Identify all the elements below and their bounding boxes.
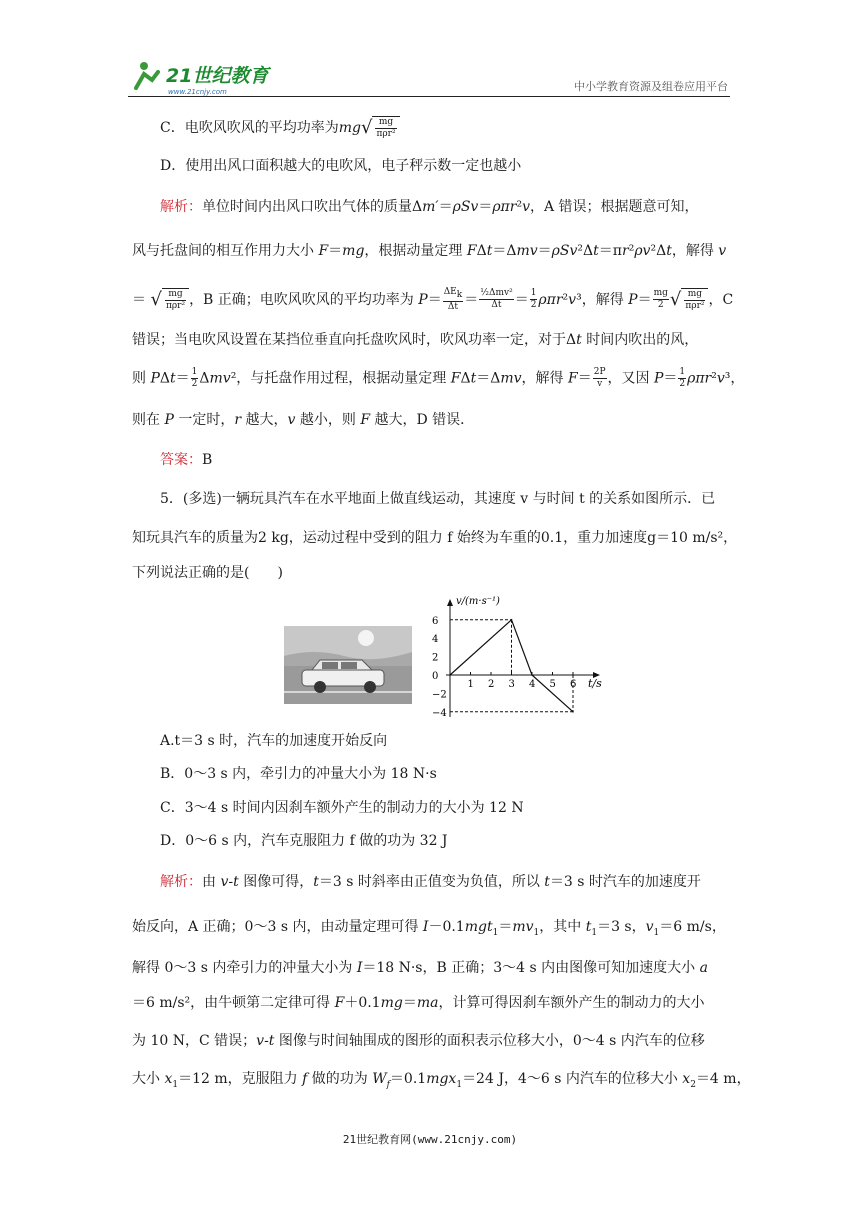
- analysis-1-line5: 则 PΔt＝ $\frac{1}{2}$ Δmv²，与托盘作用过程，根据动量定理 FΔt＝Δmv，解得 F＝ $\frac{2P}{v}$ ，又因 P＝ $\frac{1}{2}$ ρπr²v³，: [132, 367, 745, 389]
- y-tick-label: 4: [432, 634, 439, 646]
- x-tick-label: 3: [508, 679, 515, 690]
- analysis-1-line1: 解析：单位时间内出风口吹出气体的质量Δm′＝ρSv＝ρπr²v，A 错误；根据题意可知，: [160, 199, 699, 215]
- data-point: [572, 711, 574, 713]
- analysis-2-line4: ＝6 m/s²，由牛顿第二定律可得 F＋0.1mg＝ma，计算可得因刹车额外产生的制动力的大小: [132, 995, 705, 1011]
- x-tick-label: 2: [488, 679, 495, 690]
- header-rule: [128, 96, 730, 97]
- logo: [128, 58, 288, 98]
- car-scene-image: [284, 626, 412, 704]
- q5-option-c: C．3～4 s 时间内因刹车额外产生的制动力的大小为 12 N: [160, 800, 524, 816]
- answer-line: 答案：B: [160, 452, 213, 468]
- logo-text: 21世纪教育: [166, 65, 269, 87]
- logo-url: www.21cnjy.com: [168, 88, 227, 96]
- q5-option-d: D．0～6 s 内，汽车克服阻力 f 做的功为 32 J: [160, 833, 448, 849]
- analysis-1-line3: ＝ √ $\frac{mg}{\text{πρr²}}$ ，B 正确；电吹风吹风的平均功率为 P＝ $\frac{\Delta E_k}{\Delta t}$ ＝ $\frac{\text{½Δmv²}}{\Delta t}$ ＝ $\frac{1}{2}$ ρπr²v³，解得 P＝ $\frac{mg}{2}$ √ $\frac{mg}{\text{πρr²}}$ ，C: [132, 287, 734, 312]
- x-tick-label: 5: [549, 679, 556, 690]
- q5-line2: 知玩具汽车的质量为2 kg，运动过程中受到的阻力 f 始终为车重的0.1，重力加速度g＝10 m/s²，: [132, 530, 738, 546]
- page-footer: 21世纪教育网(www.21cnjy.com): [342, 1133, 518, 1146]
- data-point: [449, 674, 451, 676]
- x-tick-label: 4: [529, 679, 536, 690]
- page-header: [128, 58, 730, 98]
- analysis-2-line1: 解析：由 v-t 图像可得，t＝3 s 时斜率由正值变为负值，所以 t＝3 s 时汽车的加速度开: [160, 874, 701, 890]
- q5-option-b: B．0～3 s 内，牵引力的冲量大小为 18 N·s: [160, 766, 437, 782]
- q5-line1: 5．(多选)一辆玩具汽车在水平地面上做直线运动，其速度 v 与时间 t 的关系如图所示．已: [160, 491, 716, 507]
- q5-option-a: A.t＝3 s 时，汽车的加速度开始反向: [160, 733, 388, 749]
- q5-line3: 下列说法正确的是( ): [132, 565, 283, 581]
- y-tick-label: 0: [432, 671, 439, 682]
- y-tick-label: −2: [432, 689, 447, 701]
- prev-option-c: C．电吹风吹风的平均功率为mg√ $\frac{mg}{\text{πρr²}}$: [160, 116, 400, 140]
- data-point: [511, 619, 513, 621]
- analysis-1-line2: 风与托盘间的相互作用力大小 F＝mg，根据动量定理 FΔt＝Δmv＝ρSv²Δt＝πr²ρv²Δt，解得 v: [132, 243, 727, 259]
- y-axis-arrow: [447, 599, 453, 606]
- data-point: [531, 674, 533, 676]
- platform-title: 中小学教育资源及组卷应用平台: [574, 80, 728, 93]
- y-tick-label: 2: [432, 652, 439, 664]
- analysis-2-line2: 始反向，A 正确；0～3 s 内，由动量定理可得 $I-0.1mgt_1=mv_1$，其中 $t_1=3$ s，$v_1=6$ m/s，: [132, 919, 726, 938]
- y-tick-label: 6: [432, 615, 439, 627]
- prev-option-d: D．使用出风口面积越大的电吹风，电子秤示数一定也越小: [160, 158, 522, 174]
- analysis-1-line4: 错误；当电吹风设置在某挡位垂直向托盘吹风时，吹风功率一定，对于Δt 时间内吹出的风，: [132, 332, 699, 348]
- analysis-2-line6: 大小 $x_1=12$ m，克服阻力 f 做的功为 $W_f=0.1mgx_1=24$ J，4～6 s 内汽车的位移大小 $x_2=4$ m，: [132, 1071, 751, 1090]
- y-axis-label: v/(m·s⁻¹): [456, 596, 500, 607]
- analysis-2-line5: 为 10 N，C 错误；v-t 图像与时间轴围成的图形的面积表示位移大小，0～4 s 内汽车的位移: [132, 1033, 705, 1049]
- x-tick-label: 1: [467, 679, 474, 690]
- analysis-2-line3: 解得 0～3 s 内牵引力的冲量大小为 I＝18 N·s，B 正确；3～4 s 内由图像可知加速度大小 a: [132, 960, 708, 976]
- analysis-1-line6: 则在 P 一定时，r 越大，v 越小，则 F 越大，D 错误．: [132, 412, 475, 428]
- y-tick-label: −4: [432, 707, 447, 717]
- x-axis-label: t/s: [588, 677, 602, 690]
- vt-graph: [424, 593, 614, 717]
- x-tick-label: 6: [570, 679, 577, 690]
